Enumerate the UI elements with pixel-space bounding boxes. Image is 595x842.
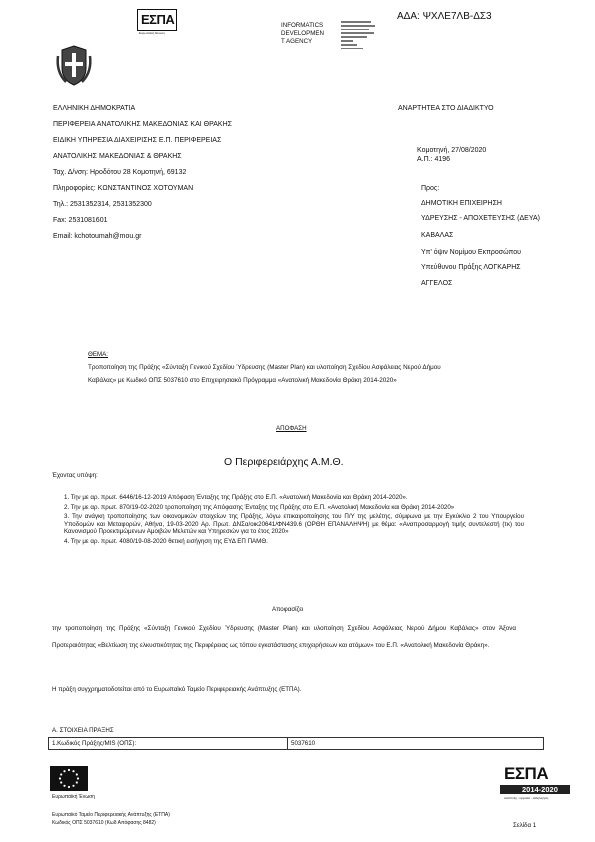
recipient-line: ΚΑΒΑΛΑΣ bbox=[421, 232, 454, 239]
sender-line: Fax: 2531081601 bbox=[53, 217, 108, 224]
sender-line: ΠΕΡΙΦΕΡΕΙΑ ΑΝΑΤΟΛΙΚΗΣ ΜΑΚΕΔΟΝΙΑΣ ΚΑΙ ΘΡΑΚΗΣ bbox=[53, 121, 232, 128]
table-row bbox=[49, 738, 544, 750]
subject-label: ΘΕΜΑ: bbox=[88, 351, 108, 358]
sender-block bbox=[53, 104, 232, 248]
sender-line: Email: kchotoumah@mou.gr bbox=[53, 233, 142, 240]
fund-info: Ευρωπαϊκό Ταμείο Περιφερειακής Ανάπτυξης (ΕΤΠΑ) Κωδικός ΟΠΣ 5037610 (Κωδ Απόφασης 8482) bbox=[52, 812, 170, 826]
greek-emblem bbox=[54, 42, 94, 88]
recipient-line: Υπεύθυνου Πράξης ΛΟΓΚΑΡΗΣ bbox=[421, 264, 521, 271]
list-item: 2. Την με αρ. πρωτ. 870/19-02-2020 τροποποίηση της Απόφασης Ένταξης της Πράξης στο Ε.Π. «Ανατολική Μακεδονία και Θράκη 2014-2020» bbox=[64, 503, 455, 511]
sender-line: ΕΙΔΙΚΗ ΥΠΗΡΕΣΙΑ ΔΙΑΧΕΙΡΙΣΗΣ Ε.Π. ΠΕΡΙΦΕΡΕΙΑΣ bbox=[53, 137, 222, 144]
espa-footer-years: 2014-2020 bbox=[522, 785, 558, 794]
decide-label: Αποφασίζει bbox=[272, 606, 304, 613]
cofinance-text: Η πράξη συγχρηματοδοτείται από το Ευρωπαϊκό Ταμείο Περιφερειακής Ανάπτυξης (ΕΤΠΑ). bbox=[52, 686, 302, 693]
espa-logo-top bbox=[137, 9, 177, 37]
espa-logo-footer bbox=[500, 764, 570, 808]
list-item: 4. Την με αρ. πρωτ. 4080/19-08-2020 θετική εισήγηση της ΕΥΔ ΕΠ ΠΑΜΘ. bbox=[64, 537, 268, 545]
espa-logo-sub: Ευρωπαϊκή Ένωση bbox=[139, 31, 165, 35]
agency-small-print bbox=[341, 21, 377, 49]
recipient-line: ΔΗΜΟΤΙΚΗ ΕΠΙΧΕΙΡΗΣΗ bbox=[421, 200, 502, 207]
date-place: Κομοτηνή, 27/08/2020 bbox=[417, 147, 487, 154]
table-cell-label: 1.Κωδικός Πράξης/MIS (ΟΠΣ): bbox=[49, 738, 288, 750]
subject-text: Τροποποίηση της Πράξης «Σύνταξη Γενικού Σχεδίου Ύδρευσης (Master Plan) και υλοποίηση Σχεδίου Ασφάλειας Νερού Δήμου Καβάλας» με Κωδικό ΟΠΣ 5037610 στο Επιχειρησιακό Πρόγραμμα «Ανατολική Μακεδονία Θράκη 2014-2020» bbox=[88, 364, 441, 384]
agency-name: INFORMATICS DEVELOPMEN T AGENCY bbox=[281, 22, 324, 45]
project-data-table bbox=[48, 737, 544, 750]
decision-label: ΑΠΟΦΑΣΗ bbox=[276, 425, 307, 432]
recipient-line: Προς: bbox=[421, 185, 440, 192]
considering-label: Έχοντας υπόψη: bbox=[52, 472, 98, 479]
sender-line: Τηλ.: 2531352314, 2531352300 bbox=[53, 201, 152, 208]
authority-title: Ο Περιφερειάρχης Α.Μ.Θ. bbox=[224, 456, 344, 468]
recipient-line: ΥΔΡΕΥΣΗΣ - ΑΠΟΧΕΤΕΥΣΗΣ (ΔΕΥΑ) bbox=[421, 215, 540, 222]
eu-stars-icon bbox=[50, 766, 88, 791]
recipient-block bbox=[421, 184, 540, 294]
eu-caption: Ευρωπαϊκή Ένωση bbox=[52, 794, 95, 800]
table-cell-value: 5037610 bbox=[288, 738, 544, 750]
page-number: Σελίδα 1 bbox=[513, 822, 537, 829]
ada-code: ΑΔΑ: ΨΧΛΕ7ΛΒ-ΔΣ3 bbox=[397, 11, 492, 22]
list-item: 3. Την ανάγκη τροποποίησης των οικονομικών στοιχείων της Πράξης, λόγω επικαιροποίησης του Π/Υ της μελέτης, σύμφωνα με την Εγκύκλιο 2 του Υπουργείου Υποδομών και Μεταφορών, Αθήνα, 19-03-2020 Αρ. Πρωτ. ΔΝΣα/οικ20641/ΦΝ439.6 (ΟΡΘΗ ΕΠΑΝΑΛΗΨΗ) με θέμα: «Αναπροσαρμογή τιμής συντελεστή (τκ) του Κανονισμού Προεκτιμώμενων Αμοιβών Μελετών και Υπηρεσιών για το έτος 2020» bbox=[64, 513, 524, 536]
decide-text: την τροποποίηση της Πράξης «Σύνταξη Γενικού Σχεδίου Ύδρευσης (Master Plan) και υλοποίηση Σχεδίου Ασφάλειας Νερού Δήμου Καβάλας» στον Άξονα Προτεραιότητας «Βελτίωση της ελκυστικότητας της Περιφέρειας ως τόπου εγκατάστασης επιχειρήσεων και ατόμων» του Ε.Π. «Ανατολική Μακεδονία Θράκη». bbox=[52, 625, 516, 649]
posting-note: ΑΝΑΡΤΗΤΕΑ ΣΤΟ ΔΙΑΔΙΚΤΥΟ bbox=[398, 105, 494, 112]
emblem-icon bbox=[54, 42, 94, 88]
section-a-title: Α. ΣΤΟΙΧΕΙΑ ΠΡΑΞΗΣ bbox=[52, 727, 114, 734]
eu-flag bbox=[50, 766, 88, 791]
list-item: 1. Την με αρ. πρωτ. 6446/16-12-2019 Απόφαση Ένταξης της Πράξης στο Ε.Π. «Ανατολική Μακεδονία και Θράκη 2014-2020». bbox=[64, 494, 408, 501]
espa-footer-text: ΕΣΠΑ bbox=[504, 764, 549, 783]
sender-line: ΕΛΛΗΝΙΚΗ ΔΗΜΟΚΡΑΤΙΑ bbox=[53, 105, 136, 112]
protocol-number: Α.Π.: 4196 bbox=[417, 156, 451, 163]
espa-footer-tagline: ανάπτυξη - εργασία - αλληλεγγύη bbox=[504, 796, 549, 800]
espa-logo-text: ΕΣΠΑ bbox=[141, 12, 175, 27]
sender-line: Ταχ. Δ/νση: Ηροδότου 28 Κομοτηνή, 69132 bbox=[53, 169, 187, 176]
recipient-line: ΑΓΓΕΛΟΣ bbox=[421, 280, 453, 287]
sender-line: ΑΝΑΤΟΛΙΚΗΣ ΜΑΚΕΔΟΝΙΑΣ & ΘΡΑΚΗΣ bbox=[53, 153, 182, 160]
recipient-line: Υπ' όψιν Νομίμου Εκπροσώπου bbox=[421, 249, 521, 256]
considerations-list bbox=[64, 494, 524, 546]
sender-line: Πληροφορίες: ΚΩΝΣΤΑΝΤΙΝΟΣ ΧΟΤΟΥΜΑΝ bbox=[53, 185, 194, 192]
